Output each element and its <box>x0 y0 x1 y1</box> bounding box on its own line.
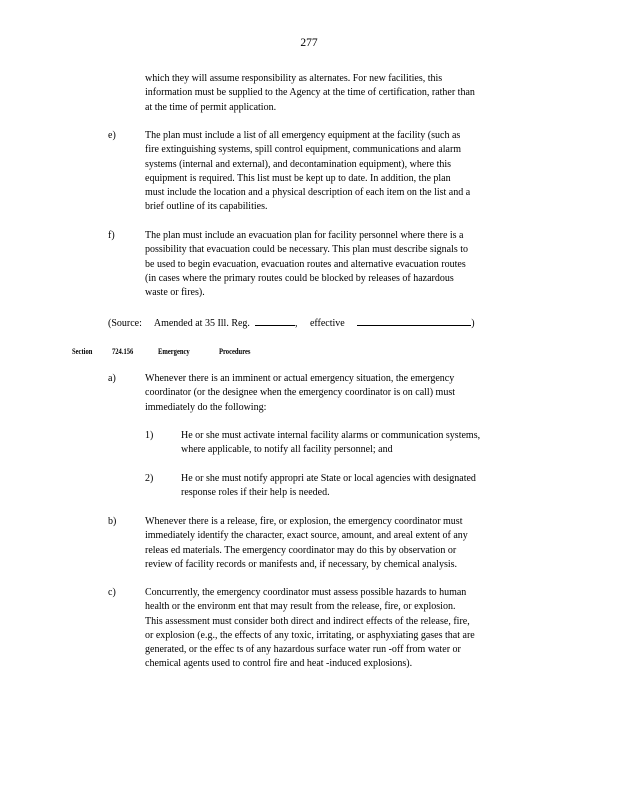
section-number: 724.156 <box>112 347 134 356</box>
text-line: must include the location and a physical description of each item on the list and a <box>145 187 471 199</box>
text-line: review of facility records or manifests and, if necessary, by chemical analysis. <box>145 558 458 570</box>
text-line: immediately identify the character, exact source, amount, and areal extent of any <box>145 530 468 542</box>
text-line: immediately do the following: <box>145 401 267 413</box>
text-line: information must be supplied to the Agency at the time of certification, rather than <box>145 87 475 99</box>
source-prefix: (Source: <box>108 318 142 329</box>
subitem-2-paragraph <box>181 472 526 501</box>
text-line: chemical agents used to control fire and heat -induced explosions). <box>145 658 413 670</box>
page-number: 277 <box>300 37 318 49</box>
source-amended: Amended at 35 Ill. Reg. <box>153 318 250 329</box>
item-c-paragraph <box>145 586 542 672</box>
text-line: generated, or the effec ts of any hazardous surface water run -off from water or <box>145 644 461 656</box>
text-line: which they will assume responsibility as alternates. For new facilities, this <box>145 73 443 84</box>
item-label-f: f) <box>108 230 115 241</box>
text-line: waste or fires). <box>145 287 205 299</box>
register-blank <box>255 315 295 326</box>
subitem-1-paragraph <box>181 429 536 458</box>
text-line: health or the environm ent that may result from the release, fire, or explosion. <box>145 601 456 613</box>
text-line: The plan must include a list of all emergency equipment at the facility (such as <box>145 130 461 141</box>
text-line: where applicable, to notify all facility personnel; and <box>181 444 393 456</box>
item-e-paragraph <box>145 129 542 215</box>
text-line: The plan must include an evacuation plan for facility personnel where there is a <box>145 230 464 241</box>
source-close: ) <box>471 318 475 329</box>
text-line: He or she must activate internal facility alarms or communication systems, <box>181 430 481 441</box>
text-line: equipment is required. This list must be kept up to date. In addition, the plan <box>145 172 451 184</box>
text-line: fire extinguishing systems, spill control equipment, communications and alarm <box>145 144 462 156</box>
item-a-paragraph <box>145 372 515 415</box>
section-title-word-1: Emergency <box>158 347 190 356</box>
subitem-label-2: 2) <box>145 473 154 484</box>
text-line: be used to begin evacuation, evacuation routes and alternative evacuation routes <box>145 258 466 270</box>
text-line: (in cases where the primary routes could be blocked by releases of hazardous <box>145 272 454 284</box>
text-line: Whenever there is an imminent or actual emergency situation, the emergency <box>145 373 455 384</box>
text-line: possibility that evacuation could be necessary. This plan must describe signals to <box>145 244 468 256</box>
text-line: coordinator (or the designee when the emergency coordinator is on call) must <box>145 387 455 399</box>
item-label-c: c) <box>108 587 116 598</box>
source-effective: effective <box>309 318 345 329</box>
subitem-label-1: 1) <box>145 430 154 441</box>
section-label: Section <box>72 347 93 356</box>
text-line: He or she must notify appropri ate State or local agencies with designated <box>181 473 476 484</box>
text-line: releas ed materials. The emergency coordinator may do this by observation or <box>145 544 457 556</box>
text-line: This assessment must consider both direct and indirect effects of the release, fire, <box>145 615 470 627</box>
item-f-paragraph <box>145 229 542 300</box>
item-label-a: a) <box>108 373 116 384</box>
effective-date-blank <box>357 315 471 326</box>
text-line: Concurrently, the emergency coordinator must assess possible hazards to human <box>145 587 467 598</box>
text-line: Whenever there is a release, fire, or explosion, the emergency coordinator must <box>145 516 463 527</box>
text-line: or explosion (e.g., the effects of any toxic, irritating, or asphyxiating gases that are <box>145 629 475 641</box>
text-line: response roles if their help is needed. <box>181 487 330 499</box>
text-line: brief outline of its capabilities. <box>145 201 268 213</box>
source-note: (Source: Amended at 35 Ill. Reg. , effective ) <box>108 315 475 331</box>
item-label-b: b) <box>108 516 117 527</box>
item-label-e: e) <box>108 130 116 141</box>
text-line: systems (internal and external), and decontamination equipment), where this <box>145 158 452 170</box>
item-b-paragraph <box>145 515 535 572</box>
intro-paragraph <box>145 72 542 115</box>
section-title-word-2: Procedures <box>219 347 251 356</box>
text-line: at the time of permit application. <box>145 101 277 113</box>
